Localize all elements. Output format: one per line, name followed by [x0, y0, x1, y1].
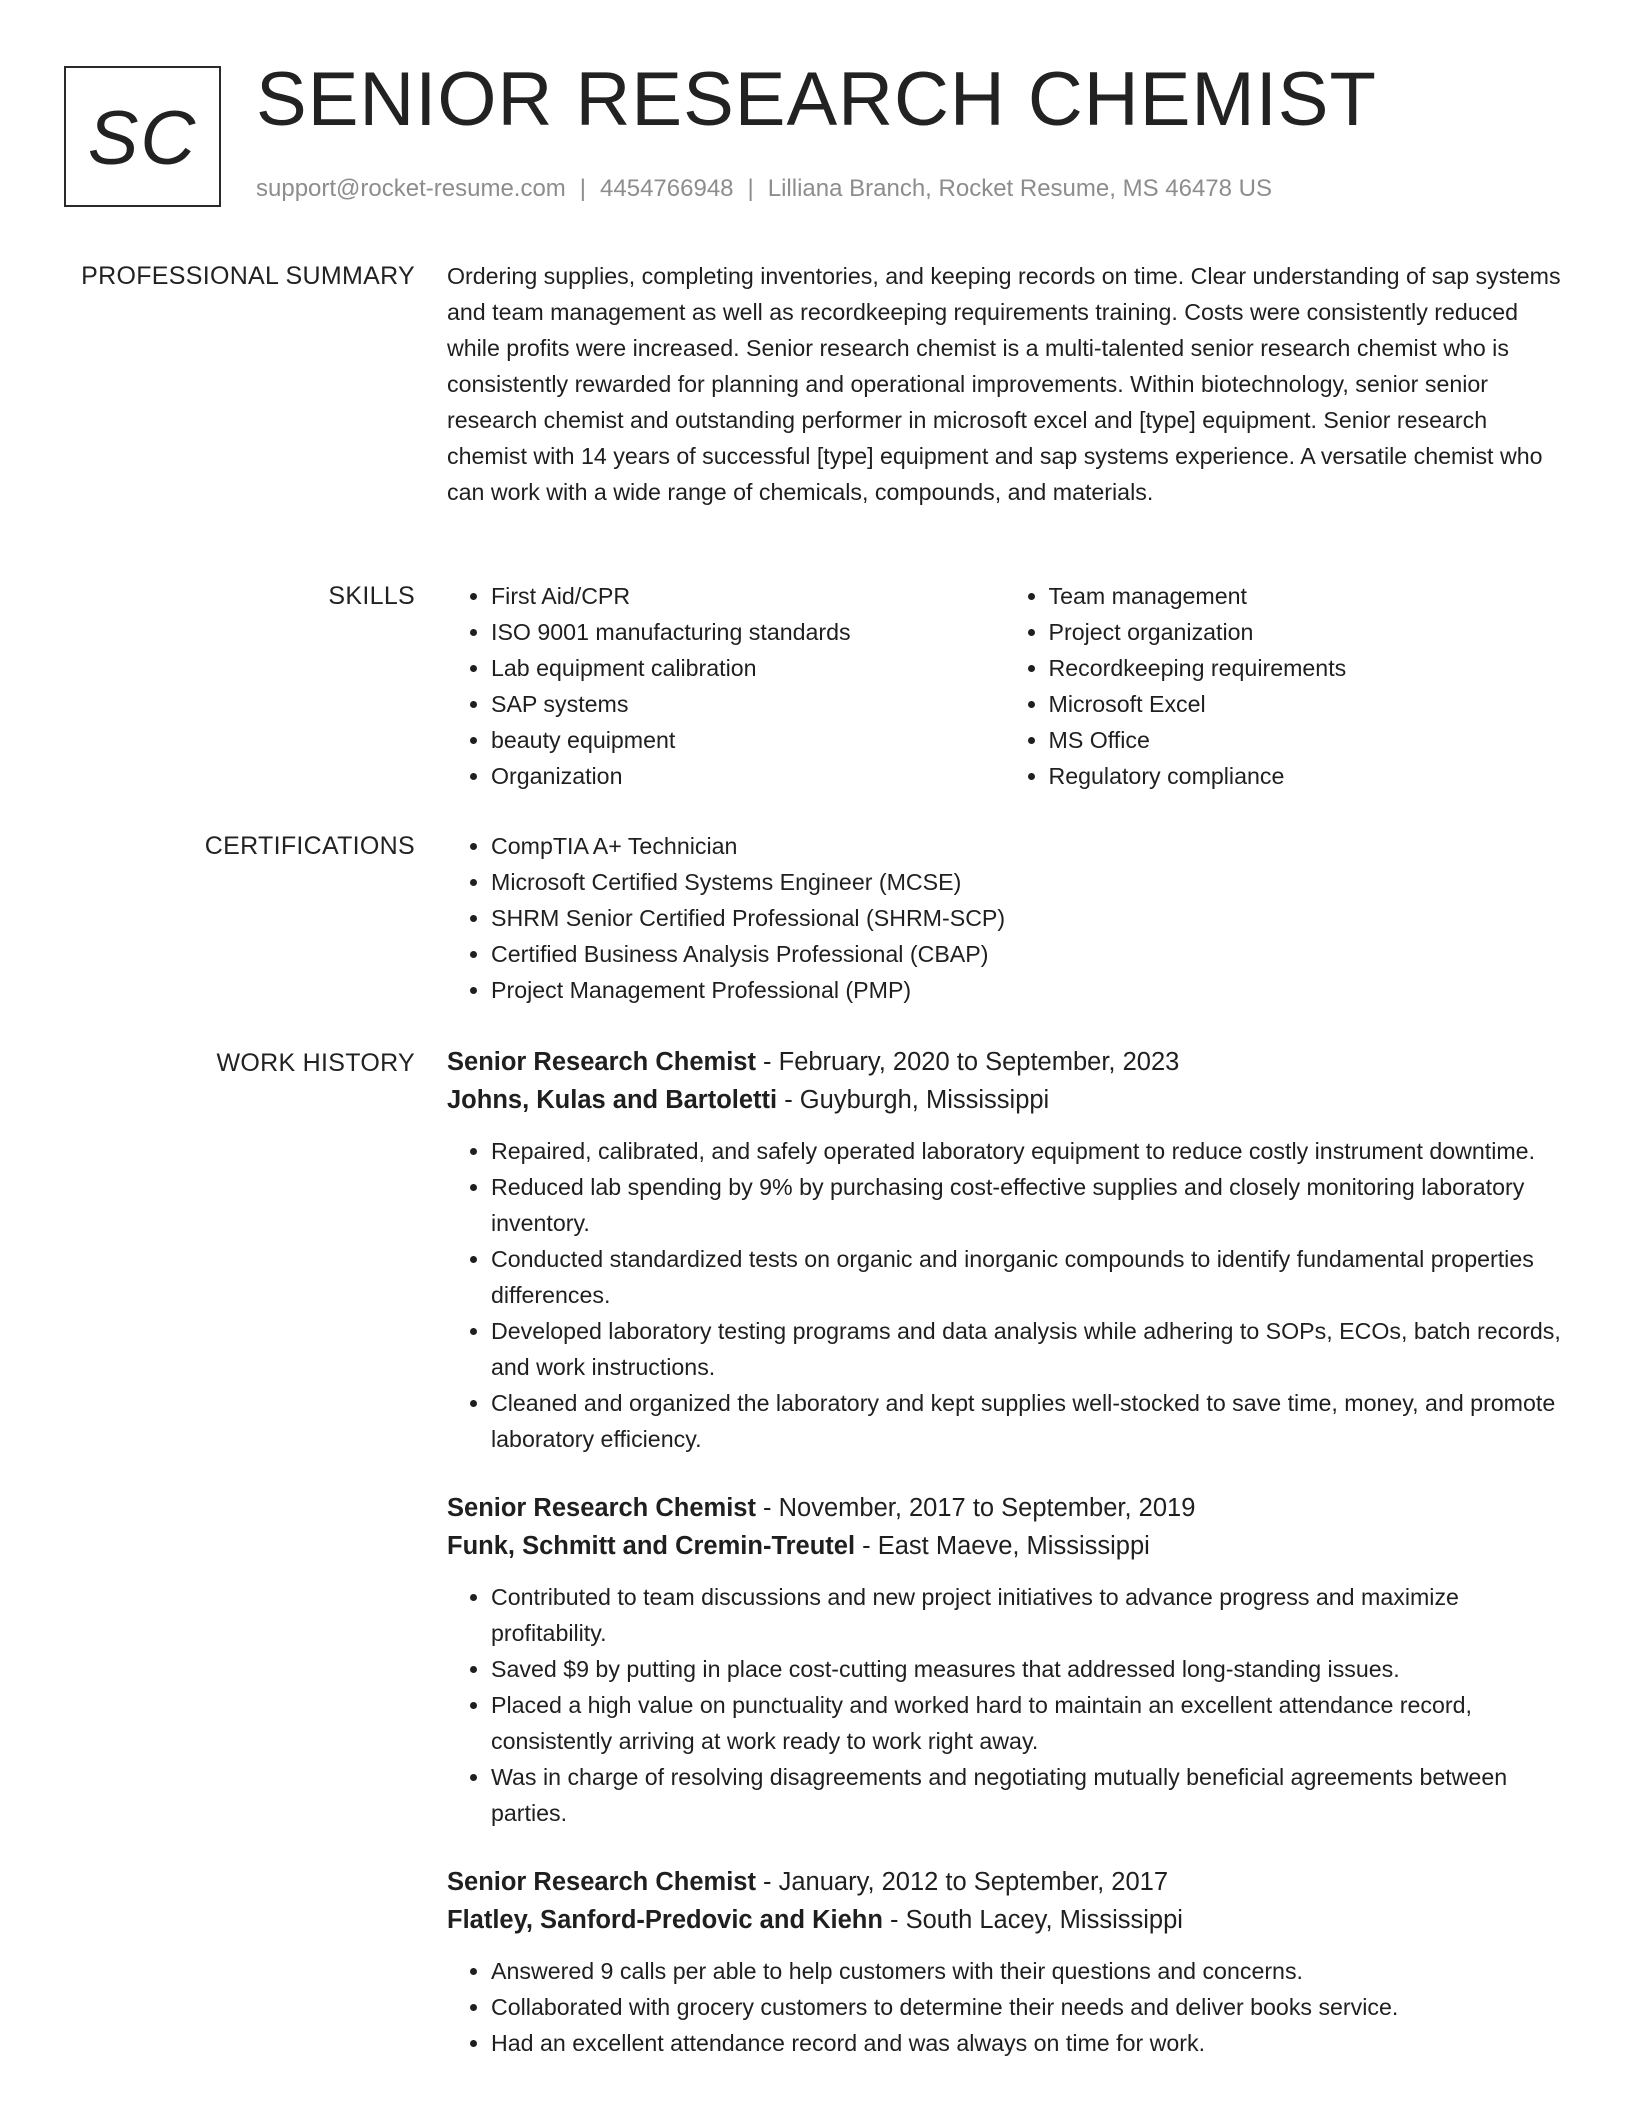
skill-item: • Team management: [1049, 578, 1563, 614]
certifications-heading: CERTIFICATIONS: [204, 832, 415, 860]
contact-separator: |: [579, 175, 587, 202]
skills-list-right: [1005, 578, 1563, 794]
job-title-line: [447, 1489, 1562, 1527]
job-location: - South Lacey, Mississippi: [882, 1906, 1183, 1934]
job-bullet: • Saved $9 by putting in place cost-cutting measures that addressed long-standing issues.: [491, 1651, 1562, 1687]
job-bullets: [447, 1953, 1562, 2061]
job-company: Funk, Schmitt and Cremin-Treutel: [447, 1532, 856, 1560]
job-title-line: [447, 1863, 1562, 1901]
skill-item: • beauty equipment: [491, 722, 1005, 758]
job-bullet: • Had an excellent attendance record and was always on time for work.: [491, 2025, 1562, 2061]
job-entry: [447, 1863, 1562, 2061]
job-dates: - January, 2012 to September, 2017: [755, 1868, 1168, 1896]
job-bullet: • Collaborated with grocery customers to determine their needs and deliver books service.: [491, 1989, 1562, 2025]
contact-phone[interactable]: 4454766948: [600, 175, 734, 202]
contact-separator: |: [747, 175, 754, 202]
page-title: SENIOR RESEARCH CHEMIST: [256, 57, 1377, 142]
job-bullet: • Cleaned and organized the laboratory and kept supplies well-stocked to save time, money, and promote laboratory efficiency.: [491, 1385, 1562, 1457]
skill-item: • Lab equipment calibration: [491, 650, 1005, 686]
contact-email[interactable]: support@rocket-resume.com: [256, 175, 566, 202]
contact-line: [256, 175, 1272, 203]
skill-item: • Regulatory compliance: [1049, 758, 1563, 794]
skills-list-left: [447, 578, 1005, 794]
skill-item: • Organization: [491, 758, 1005, 794]
job-company-line: [447, 1527, 1562, 1565]
job-location: - East Maeve, Mississippi: [855, 1532, 1150, 1560]
certification-item: • CompTIA A+ Technician: [491, 828, 1562, 864]
job-title: Senior Research Chemist: [447, 1494, 756, 1522]
job-company-line: [447, 1901, 1562, 1939]
certification-item: • Project Management Professional (PMP): [491, 972, 1562, 1008]
certification-item: • Certified Business Analysis Professional (CBAP): [491, 936, 1562, 972]
certification-item: • Microsoft Certified Systems Engineer (MCSE): [491, 864, 1562, 900]
job-company: Flatley, Sanford-Predovic and Kiehn: [447, 1906, 883, 1934]
summary-text: Ordering supplies, completing inventories, and keeping records on time. Clear understanding of sap systems and team management as well as recordkeeping requirements training. Costs were consistently reduced while profits were increased. Senior research chemist is a multi-talented senior research chemist who is consistently rewarded for planning and operational improvements. Within biotechnology, senior senior research chemist and outstanding performer in microsoft excel and [type] equipment. Senior research chemist with 14 years of successful [type] equipment and sap systems experience. A versatile chemist who can work with a wide range of chemicals, compounds, and materials.: [447, 263, 1561, 505]
job-title: Senior Research Chemist: [447, 1868, 756, 1896]
job-bullet: • Developed laboratory testing programs and data analysis while adhering to SOPs, ECOs, batch records, and work instructions.: [491, 1313, 1562, 1385]
job-bullet: • Placed a high value on punctuality and worked hard to maintain an excellent attendance record, consistently arriving at work ready to work right away.: [491, 1687, 1562, 1759]
skill-item: • Project organization: [1049, 614, 1563, 650]
skill-item: • Microsoft Excel: [1049, 686, 1563, 722]
job-title: Senior Research Chemist: [447, 1048, 756, 1076]
skills-heading: SKILLS: [328, 582, 415, 610]
job-bullet: • Contributed to team discussions and new project initiatives to advance progress and maximize profitability.: [491, 1579, 1562, 1651]
monogram-initials: SC: [87, 96, 198, 181]
job-bullet: • Reduced lab spending by 9% by purchasing cost-effective supplies and closely monitoring laboratory inventory.: [491, 1169, 1562, 1241]
contact-address: Lilliana Branch, Rocket Resume, MS 46478 US: [767, 175, 1272, 202]
monogram-box: [64, 66, 221, 207]
job-entry: [447, 1489, 1562, 1831]
skill-item: • ISO 9001 manufacturing standards: [491, 614, 1005, 650]
job-bullet: • Was in charge of resolving disagreements and negotiating mutually beneficial agreements between parties.: [491, 1759, 1562, 1831]
job-bullet: • Conducted standardized tests on organic and inorganic compounds to identify fundamental properties differences.: [491, 1241, 1562, 1313]
job-bullets: [447, 1579, 1562, 1831]
certification-item: • SHRM Senior Certified Professional (SHRM-SCP): [491, 900, 1562, 936]
certifications-list: [447, 828, 1562, 1008]
job-bullet: • Repaired, calibrated, and safely operated laboratory equipment to reduce costly instrument downtime.: [491, 1133, 1562, 1169]
job-dates: - February, 2020 to September, 2023: [755, 1048, 1180, 1076]
job-title-line: [447, 1043, 1562, 1081]
work-history-heading: WORK HISTORY: [216, 1049, 415, 1077]
job-bullet: • Answered 9 calls per able to help customers with their questions and concerns.: [491, 1953, 1562, 1989]
skill-item: • Recordkeeping requirements: [1049, 650, 1563, 686]
summary-heading: PROFESSIONAL SUMMARY: [81, 262, 415, 290]
job-entry: [447, 1043, 1562, 1457]
job-dates: - November, 2017 to September, 2019: [755, 1494, 1196, 1522]
skill-item: • First Aid/CPR: [491, 578, 1005, 614]
job-company-line: [447, 1081, 1562, 1119]
skill-item: • MS Office: [1049, 722, 1563, 758]
skill-item: • SAP systems: [491, 686, 1005, 722]
job-location: - Guyburgh, Mississippi: [777, 1086, 1050, 1114]
job-company: Johns, Kulas and Bartoletti: [447, 1086, 778, 1114]
job-bullets: [447, 1133, 1562, 1457]
